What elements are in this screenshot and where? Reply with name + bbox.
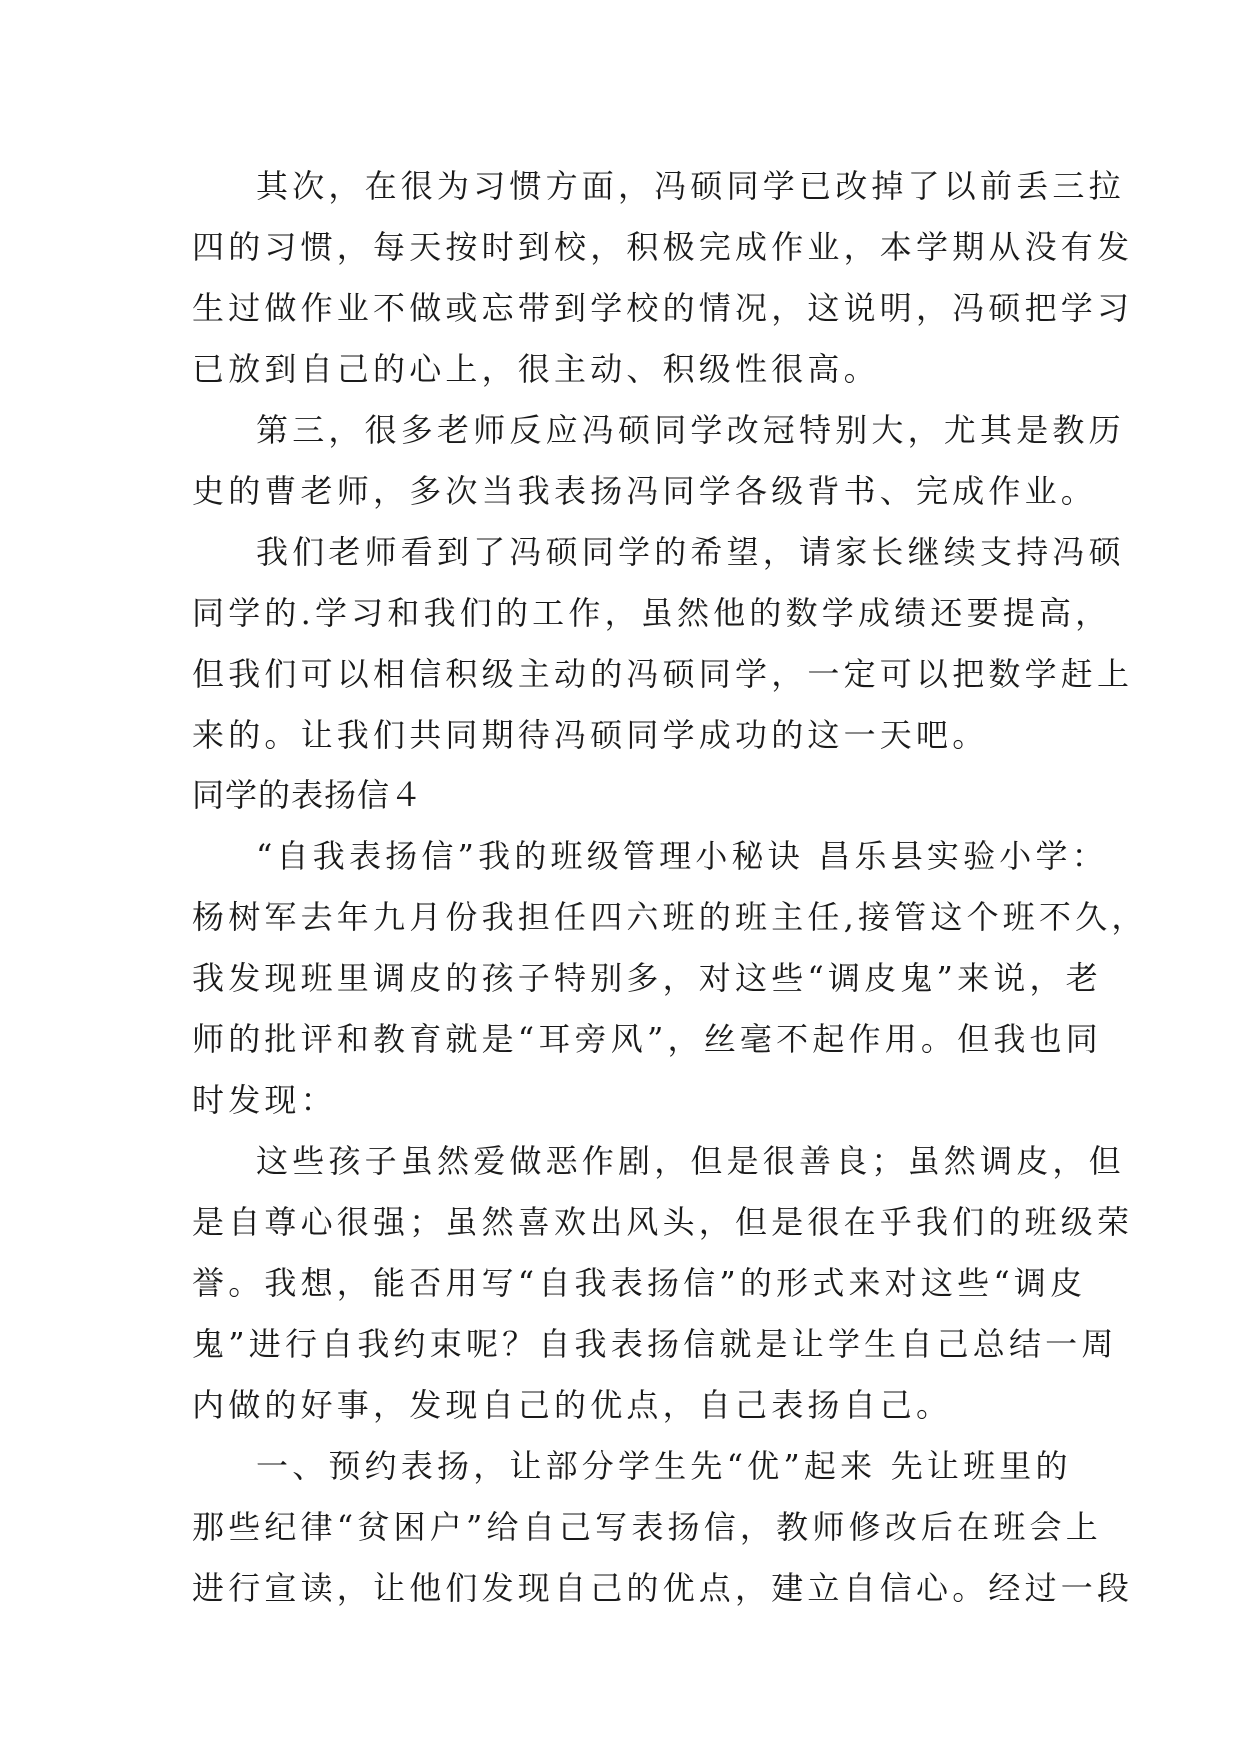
paragraph-line: 时发现： [192, 1081, 337, 1119]
paragraph-line: 鬼”进行自我约束呢？自我表扬信就是让学生自己总结一周 [192, 1325, 1118, 1363]
paragraph-line: 誉。我想，能否用写“自我表扬信”的形式来对这些“调皮 [192, 1264, 1087, 1302]
paragraph-line: 进行宣读，让他们发现自己的优点，建立自信心。经过一段 [192, 1569, 1134, 1607]
paragraph-line: 四的习惯，每天按时到校，积极完成作业，本学期从没有发 [192, 228, 1134, 266]
paragraph-line: 我们老师看到了冯硕同学的希望，请家长继续支持冯硕 [256, 533, 1125, 571]
paragraph-line: “自我表扬信”我的班级管理小秘诀 昌乐县实验小学： [256, 837, 1108, 875]
section-heading: 同学的表扬信４ [192, 776, 424, 814]
paragraph-line: 师的批评和教育就是“耳旁风”，丝毫不起作用。但我也同 [192, 1020, 1102, 1058]
paragraph-line: 史的曹老师，多次当我表扬冯同学各级背书、完成作业。 [192, 472, 1098, 510]
paragraph-line: 这些孩子虽然爱做恶作剧，但是很善良；虽然调皮，但 [256, 1142, 1125, 1180]
paragraph-line: 已放到自己的心上，很主动、积级性很高。 [192, 350, 880, 388]
paragraph-line: 第三，很多老师反应冯硕同学改冠特别大，尤其是教历 [256, 411, 1125, 449]
paragraph-line: 一、预约表扬，让部分学生先“优”起来 先让班里的 [256, 1447, 1072, 1485]
paragraph-line: 同学的.学习和我们的工作，虽然他的数学成绩还要提高， [192, 594, 1112, 632]
paragraph-line: 来的。让我们共同期待冯硕同学成功的这一天吧。 [192, 716, 989, 754]
paragraph-line: 是自尊心很强；虽然喜欢出风头，但是很在乎我们的班级荣 [192, 1203, 1134, 1241]
paragraph-line: 其次，在很为习惯方面，冯硕同学已改掉了以前丢三拉 [256, 167, 1125, 205]
paragraph-line: 但我们可以相信积级主动的冯硕同学，一定可以把数学赶上 [192, 655, 1134, 693]
paragraph-line: 那些纪律“贫困户”给自己写表扬信，教师修改后在班会上 [192, 1508, 1102, 1546]
paragraph-line: 内做的好事，发现自己的优点，自己表扬自己。 [192, 1386, 953, 1424]
paragraph-line: 生过做作业不做或忘带到学校的情况，这说明，冯硕把学习 [192, 289, 1134, 327]
paragraph-line: 杨树军去年九月份我担任四六班的班主任,接管这个班不久， [192, 898, 1148, 936]
paragraph-line: 我发现班里调皮的孩子特别多，对这些“调皮鬼”来说，老 [192, 959, 1102, 997]
